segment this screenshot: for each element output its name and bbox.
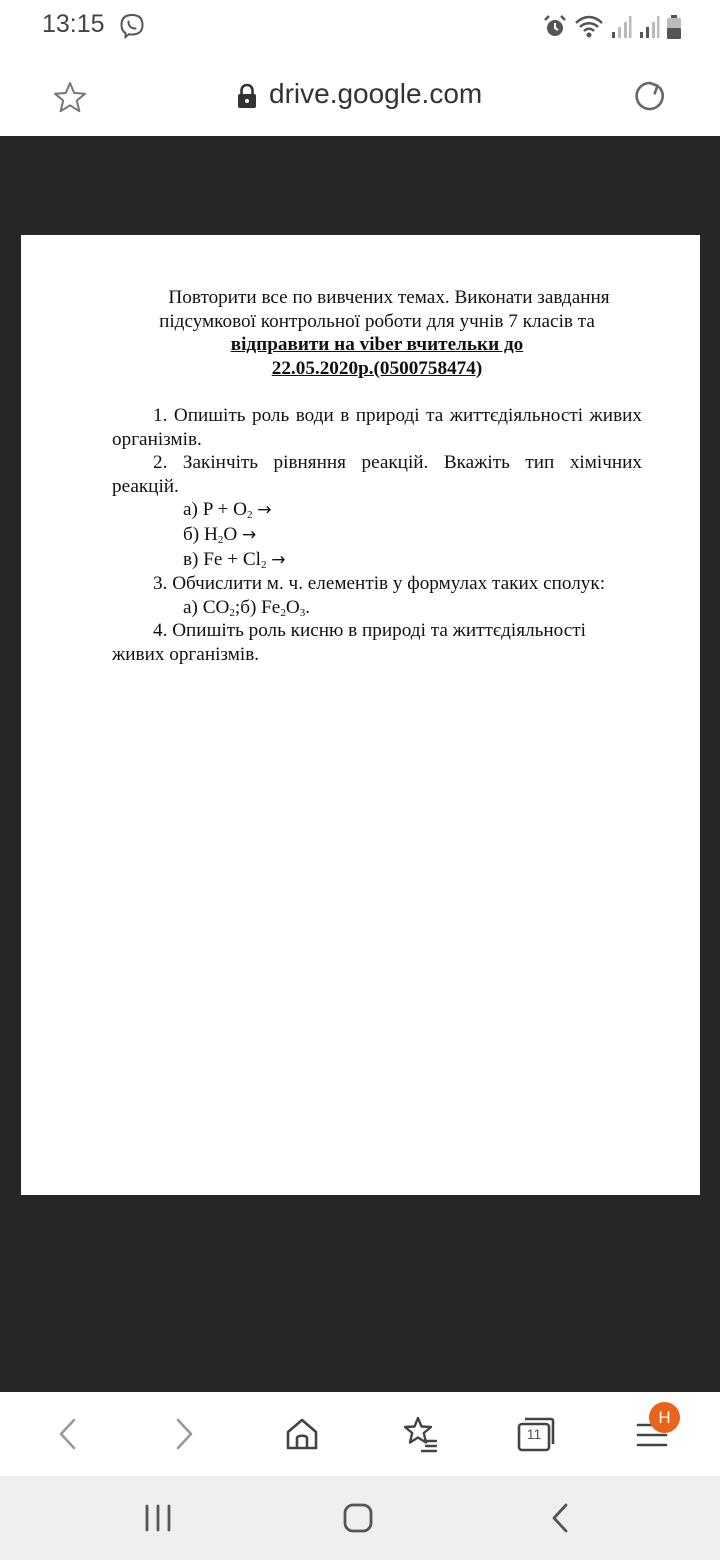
lock-icon xyxy=(236,83,258,109)
home-button-icon[interactable] xyxy=(338,1498,378,1538)
task-1: 1. Опишіть роль води в природі та життєдіяльності живих організмів. xyxy=(112,404,642,450)
reaction-arrow-icon: → xyxy=(271,549,286,570)
document-page[interactable] xyxy=(21,235,700,1195)
status-time: 13:15 xyxy=(42,10,105,38)
menu-badge: H xyxy=(649,1402,680,1433)
bookmarks-icon[interactable] xyxy=(400,1414,440,1454)
wifi-icon xyxy=(574,14,604,40)
bookmark-star-icon[interactable] xyxy=(52,80,88,116)
signal-icon xyxy=(610,14,632,40)
header-line: Повторити все по вивчених темах. Виконати завдання xyxy=(168,287,610,308)
header-line-bold: 22.05.2020р.(0500758474) xyxy=(271,357,483,379)
home-icon[interactable] xyxy=(282,1414,322,1454)
header-line: підсумкової контрольної роботи для учнів 7 класів та xyxy=(159,310,595,332)
status-icons xyxy=(542,12,682,42)
recent-apps-icon[interactable] xyxy=(138,1498,178,1538)
back-icon[interactable] xyxy=(48,1414,88,1454)
battery-icon xyxy=(666,14,682,40)
task-2-item: а) $P + O_2$ → xyxy=(183,499,272,522)
back-button-icon[interactable] xyxy=(540,1498,580,1538)
task-2: 2. Закінчіть рівняння реакцій. Вкажіть тип хімічних реакцій. xyxy=(112,452,642,497)
signal-icon xyxy=(638,14,660,40)
task-3-item: а) $CO_2;б$) $Fe_2O_3$. xyxy=(183,596,310,619)
browser-toolbar xyxy=(0,1392,720,1476)
task-2-item: в) $Fe + Cl_2$ → xyxy=(183,548,286,571)
alarm-icon xyxy=(542,14,568,40)
document-content xyxy=(112,286,642,667)
forward-icon[interactable] xyxy=(164,1414,204,1454)
tab-count: 11 xyxy=(526,1426,542,1442)
reload-icon[interactable] xyxy=(632,78,668,114)
viber-icon xyxy=(118,12,146,40)
url-bar xyxy=(0,54,720,136)
status-bar xyxy=(0,0,720,54)
reaction-arrow-icon: → xyxy=(257,500,272,521)
url-text[interactable]: drive.google.com xyxy=(269,78,483,109)
task-4: 4. Опишіть роль кисню в природі та життєдіяльності живих організмів. xyxy=(112,620,586,665)
task-2-item: б) $H_2O$ → xyxy=(183,523,257,546)
reaction-arrow-icon: → xyxy=(241,524,257,545)
system-nav-bar xyxy=(0,1476,720,1560)
document-header xyxy=(112,286,642,380)
document-viewer[interactable] xyxy=(0,136,720,1392)
header-line-bold: відправити на viber вчительки до xyxy=(230,334,524,356)
task-3: 3. Обчислити м. ч. елементів у формулах таких сполук: xyxy=(153,573,606,595)
